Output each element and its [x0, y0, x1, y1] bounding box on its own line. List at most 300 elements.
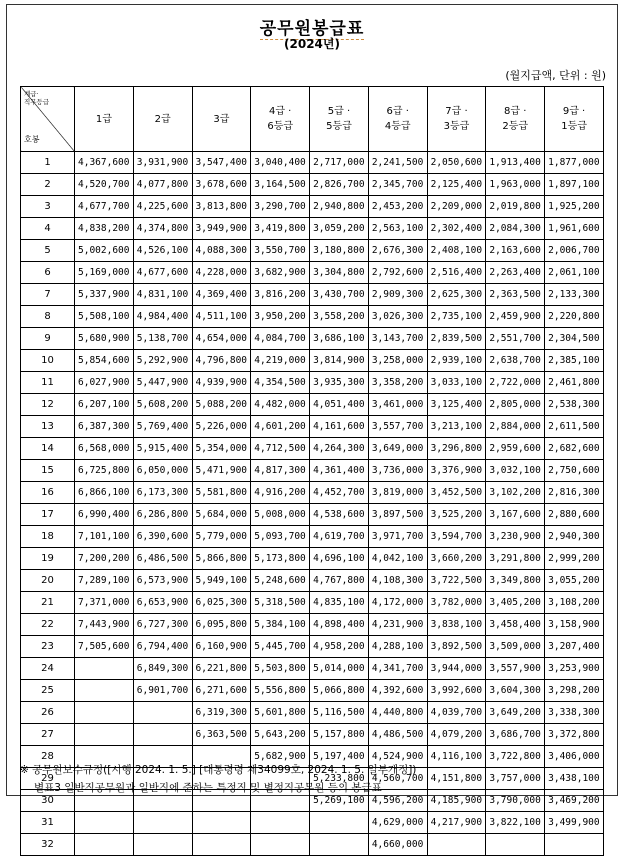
step-number-cell: 21	[21, 592, 75, 614]
salary-cell: 4,677,600	[133, 262, 192, 284]
salary-cell: 3,055,200	[545, 570, 604, 592]
salary-cell: 3,813,800	[192, 196, 251, 218]
step-number-cell: 14	[21, 438, 75, 460]
salary-cell: 4,452,700	[310, 482, 369, 504]
step-number-cell: 1	[21, 152, 75, 174]
salary-cell: 3,782,000	[427, 592, 486, 614]
step-number-cell: 27	[21, 724, 75, 746]
column-header-line: 5급 ·	[327, 106, 351, 117]
salary-cell: 2,304,500	[545, 328, 604, 350]
salary-cell: 4,361,400	[310, 460, 369, 482]
salary-cell: 4,172,000	[368, 592, 427, 614]
salary-cell: 2,408,100	[427, 240, 486, 262]
salary-cell: 2,999,200	[545, 548, 604, 570]
salary-cell	[310, 834, 369, 856]
salary-cell: 3,304,800	[310, 262, 369, 284]
page-title: 공무원봉급표	[259, 19, 365, 39]
salary-cell: 2,538,300	[545, 394, 604, 416]
salary-cell: 3,649,000	[368, 438, 427, 460]
salary-cell: 2,638,700	[486, 350, 545, 372]
salary-cell: 2,625,300	[427, 284, 486, 306]
salary-cell: 3,372,800	[545, 724, 604, 746]
salary-cell: 2,909,300	[368, 284, 427, 306]
step-number-cell: 4	[21, 218, 75, 240]
table-row	[21, 636, 604, 658]
salary-cell: 2,302,400	[427, 218, 486, 240]
salary-cell	[251, 834, 310, 856]
salary-cell: 6,727,300	[133, 614, 192, 636]
salary-cell: 4,369,400	[192, 284, 251, 306]
salary-cell: 3,164,500	[251, 174, 310, 196]
salary-cell	[75, 702, 134, 724]
salary-cell	[75, 812, 134, 834]
salary-cell: 4,228,000	[192, 262, 251, 284]
salary-cell: 3,649,200	[486, 702, 545, 724]
salary-cell: 3,213,100	[427, 416, 486, 438]
step-number-cell: 29	[21, 768, 75, 790]
salary-cell: 1,897,100	[545, 174, 604, 196]
salary-cell: 5,384,100	[251, 614, 310, 636]
salary-cell: 5,248,600	[251, 570, 310, 592]
salary-cell: 3,461,000	[368, 394, 427, 416]
salary-cell: 2,516,400	[427, 262, 486, 284]
salary-cell: 4,367,600	[75, 152, 134, 174]
table-row	[21, 350, 604, 372]
salary-cell: 5,601,800	[251, 702, 310, 724]
salary-cell: 4,712,500	[251, 438, 310, 460]
salary-cell: 4,619,700	[310, 526, 369, 548]
salary-cell: 4,341,700	[368, 658, 427, 680]
salary-cell: 3,102,200	[486, 482, 545, 504]
salary-cell: 3,594,700	[427, 526, 486, 548]
salary-cell: 2,611,500	[545, 416, 604, 438]
step-number-cell: 22	[21, 614, 75, 636]
salary-cell: 3,682,900	[251, 262, 310, 284]
column-header-line: 6급 ·	[386, 106, 409, 117]
salary-cell: 4,116,100	[427, 746, 486, 768]
salary-cell: 3,897,500	[368, 504, 427, 526]
salary-cell: 3,040,400	[251, 152, 310, 174]
salary-cell: 3,678,600	[192, 174, 251, 196]
column-header-line: 4급 ·	[268, 106, 292, 117]
salary-cell: 2,750,600	[545, 460, 604, 482]
column-header	[192, 87, 251, 152]
salary-cell: 5,318,500	[251, 592, 310, 614]
salary-cell: 2,006,700	[545, 240, 604, 262]
column-header-line: 4등급	[384, 121, 411, 132]
salary-cell: 4,088,300	[192, 240, 251, 262]
footnote-annex: 별표3 일반직공무원과 일반직에 준하는 특정직 및 별정직공무원 등의 봉급표	[34, 782, 382, 794]
salary-cell: 3,557,700	[368, 416, 427, 438]
salary-cell	[75, 680, 134, 702]
salary-cell	[133, 834, 192, 856]
salary-cell: 3,296,800	[427, 438, 486, 460]
salary-cell	[427, 834, 486, 856]
salary-cell: 4,838,200	[75, 218, 134, 240]
table-row	[21, 482, 604, 504]
salary-cell: 4,108,300	[368, 570, 427, 592]
salary-cell: 5,866,800	[192, 548, 251, 570]
salary-cell: 4,440,800	[368, 702, 427, 724]
salary-cell: 7,289,100	[75, 570, 134, 592]
salary-cell	[192, 834, 251, 856]
salary-cell: 3,558,200	[310, 306, 369, 328]
column-header	[251, 87, 310, 152]
salary-cell: 3,992,600	[427, 680, 486, 702]
salary-cell: 5,088,200	[192, 394, 251, 416]
salary-cell: 3,822,100	[486, 812, 545, 834]
salary-cell: 2,940,300	[545, 526, 604, 548]
salary-cell: 2,959,600	[486, 438, 545, 460]
salary-cell: 5,608,200	[133, 394, 192, 416]
table-row	[21, 394, 604, 416]
salary-cell: 6,286,800	[133, 504, 192, 526]
salary-cell: 2,839,500	[427, 328, 486, 350]
salary-cell: 3,736,000	[368, 460, 427, 482]
salary-cell: 4,835,100	[310, 592, 369, 614]
column-header-line: 2등급	[502, 121, 529, 132]
salary-cell: 5,508,100	[75, 306, 134, 328]
page-subtitle: (2024년)	[284, 37, 340, 51]
salary-cell: 5,854,600	[75, 350, 134, 372]
column-header	[486, 87, 545, 152]
column-header-line: 5등급	[326, 121, 352, 132]
step-number-cell: 8	[21, 306, 75, 328]
table-row	[21, 438, 604, 460]
salary-cell: 3,892,500	[427, 636, 486, 658]
salary-cell: 4,958,200	[310, 636, 369, 658]
salary-cell: 4,217,900	[427, 812, 486, 834]
unit-note: (월지급액, 단위 : 원)	[505, 69, 606, 82]
column-header-line: 8급 ·	[504, 106, 527, 117]
step-number-cell: 15	[21, 460, 75, 482]
column-header-line: 3등급	[443, 121, 470, 132]
salary-table	[20, 86, 604, 856]
salary-cell: 3,816,200	[251, 284, 310, 306]
corner-step-label: 호봉	[24, 135, 40, 144]
salary-cell: 3,838,100	[427, 614, 486, 636]
salary-cell: 3,949,900	[192, 218, 251, 240]
salary-cell: 6,387,300	[75, 416, 134, 438]
salary-cell: 7,101,100	[75, 526, 134, 548]
salary-cell: 2,084,300	[486, 218, 545, 240]
salary-cell: 3,550,700	[251, 240, 310, 262]
salary-cell: 3,525,200	[427, 504, 486, 526]
salary-cell: 4,264,300	[310, 438, 369, 460]
salary-cell	[75, 834, 134, 856]
table-row	[21, 174, 604, 196]
salary-cell: 3,686,700	[486, 724, 545, 746]
salary-cell: 6,990,400	[75, 504, 134, 526]
salary-cell: 4,231,900	[368, 614, 427, 636]
salary-cell: 6,568,000	[75, 438, 134, 460]
salary-cell: 3,143,700	[368, 328, 427, 350]
step-number-cell: 16	[21, 482, 75, 504]
salary-cell: 3,033,100	[427, 372, 486, 394]
salary-cell	[133, 812, 192, 834]
salary-cell: 3,258,000	[368, 350, 427, 372]
table-row	[21, 724, 604, 746]
salary-cell: 1,877,000	[545, 152, 604, 174]
salary-cell: 6,160,900	[192, 636, 251, 658]
column-header-line: 2급	[154, 113, 171, 125]
salary-cell: 3,298,200	[545, 680, 604, 702]
salary-cell: 3,604,300	[486, 680, 545, 702]
salary-cell: 3,406,000	[545, 746, 604, 768]
salary-cell: 5,471,900	[192, 460, 251, 482]
column-header	[310, 87, 369, 152]
table-row	[21, 372, 604, 394]
step-number-cell: 24	[21, 658, 75, 680]
salary-cell: 4,629,000	[368, 812, 427, 834]
step-number-cell: 28	[21, 746, 75, 768]
table-row	[21, 834, 604, 856]
step-number-cell: 13	[21, 416, 75, 438]
salary-cell: 3,419,800	[251, 218, 310, 240]
salary-cell: 2,061,100	[545, 262, 604, 284]
salary-cell: 2,125,400	[427, 174, 486, 196]
salary-cell: 2,345,700	[368, 174, 427, 196]
table-row	[21, 592, 604, 614]
salary-cell: 2,880,600	[545, 504, 604, 526]
salary-cell: 3,722,800	[486, 746, 545, 768]
salary-cell: 3,935,300	[310, 372, 369, 394]
salary-cell: 4,077,800	[133, 174, 192, 196]
salary-cell: 4,677,700	[75, 196, 134, 218]
step-number-cell: 30	[21, 790, 75, 812]
salary-cell: 3,253,900	[545, 658, 604, 680]
step-number-cell: 6	[21, 262, 75, 284]
salary-cell: 2,551,700	[486, 328, 545, 350]
salary-cell: 2,682,600	[545, 438, 604, 460]
column-header-line: 1등급	[561, 121, 587, 132]
salary-cell: 3,349,800	[486, 570, 545, 592]
salary-cell	[133, 702, 192, 724]
salary-cell: 4,185,900	[427, 790, 486, 812]
salary-cell: 2,050,600	[427, 152, 486, 174]
header-corner-cell	[21, 87, 75, 152]
step-number-cell: 9	[21, 328, 75, 350]
table-row	[21, 504, 604, 526]
salary-cell: 2,884,000	[486, 416, 545, 438]
salary-cell: 3,026,300	[368, 306, 427, 328]
salary-cell: 5,769,400	[133, 416, 192, 438]
step-number-cell: 12	[21, 394, 75, 416]
salary-cell: 6,095,800	[192, 614, 251, 636]
salary-cell: 4,511,100	[192, 306, 251, 328]
salary-cell: 4,219,000	[251, 350, 310, 372]
table-row	[21, 658, 604, 680]
step-number-cell: 20	[21, 570, 75, 592]
table-row	[21, 262, 604, 284]
salary-cell: 3,814,900	[310, 350, 369, 372]
salary-cell: 5,556,800	[251, 680, 310, 702]
salary-cell: 3,950,200	[251, 306, 310, 328]
salary-cell: 5,116,500	[310, 702, 369, 724]
table-row	[21, 702, 604, 724]
salary-cell: 3,458,400	[486, 614, 545, 636]
salary-cell: 3,291,800	[486, 548, 545, 570]
step-number-cell: 11	[21, 372, 75, 394]
table-row	[21, 680, 604, 702]
salary-cell: 7,371,000	[75, 592, 134, 614]
salary-cell: 2,019,800	[486, 196, 545, 218]
salary-cell: 5,138,700	[133, 328, 192, 350]
salary-cell: 5,157,800	[310, 724, 369, 746]
salary-cell: 2,241,500	[368, 152, 427, 174]
salary-cell: 2,163,600	[486, 240, 545, 262]
salary-cell: 4,831,100	[133, 284, 192, 306]
column-header-line: 7급 ·	[445, 106, 468, 117]
column-header-line: 9급 ·	[562, 106, 586, 117]
salary-cell: 5,915,400	[133, 438, 192, 460]
salary-cell: 3,125,400	[427, 394, 486, 416]
salary-cell: 6,486,500	[133, 548, 192, 570]
salary-cell: 3,338,300	[545, 702, 604, 724]
salary-cell: 5,337,900	[75, 284, 134, 306]
salary-cell: 3,430,700	[310, 284, 369, 306]
column-header	[427, 87, 486, 152]
salary-cell: 6,725,800	[75, 460, 134, 482]
salary-cell: 2,722,000	[486, 372, 545, 394]
salary-cell: 6,271,600	[192, 680, 251, 702]
column-header-line: 3급	[213, 113, 230, 125]
salary-cell: 6,025,300	[192, 592, 251, 614]
step-number-cell: 23	[21, 636, 75, 658]
step-number-cell: 2	[21, 174, 75, 196]
salary-cell: 3,790,000	[486, 790, 545, 812]
salary-cell: 3,944,000	[427, 658, 486, 680]
header-row	[21, 87, 604, 152]
step-number-cell: 17	[21, 504, 75, 526]
salary-cell: 4,560,700	[368, 768, 427, 790]
step-number-cell: 5	[21, 240, 75, 262]
salary-cell: 5,682,900	[251, 746, 310, 768]
salary-cell: 1,913,400	[486, 152, 545, 174]
salary-cell	[192, 812, 251, 834]
table-row	[21, 570, 604, 592]
salary-cell: 3,469,200	[545, 790, 604, 812]
salary-cell: 2,209,000	[427, 196, 486, 218]
table-row	[21, 328, 604, 350]
salary-cell: 2,461,800	[545, 372, 604, 394]
salary-cell: 5,445,700	[251, 636, 310, 658]
salary-cell: 5,949,100	[192, 570, 251, 592]
salary-cell: 4,288,100	[368, 636, 427, 658]
salary-cell: 4,051,400	[310, 394, 369, 416]
salary-cell: 5,008,000	[251, 504, 310, 526]
salary-cell: 4,042,100	[368, 548, 427, 570]
salary-cell: 4,696,100	[310, 548, 369, 570]
table-row	[21, 460, 604, 482]
salary-cell: 2,459,900	[486, 306, 545, 328]
salary-cell	[310, 812, 369, 834]
salary-cell: 4,482,000	[251, 394, 310, 416]
salary-cell: 6,363,500	[192, 724, 251, 746]
salary-cell: 6,221,800	[192, 658, 251, 680]
salary-cell: 2,717,000	[310, 152, 369, 174]
salary-cell: 4,796,800	[192, 350, 251, 372]
step-number-cell: 18	[21, 526, 75, 548]
column-header-line: 1급	[95, 113, 112, 125]
salary-cell: 2,939,100	[427, 350, 486, 372]
salary-cell: 3,819,000	[368, 482, 427, 504]
salary-cell: 3,230,900	[486, 526, 545, 548]
step-number-cell: 31	[21, 812, 75, 834]
salary-cell: 6,173,300	[133, 482, 192, 504]
salary-cell: 4,767,800	[310, 570, 369, 592]
table-row	[21, 416, 604, 438]
salary-cell: 4,939,900	[192, 372, 251, 394]
salary-cell: 4,596,200	[368, 790, 427, 812]
table-row	[21, 240, 604, 262]
salary-cell: 1,963,000	[486, 174, 545, 196]
salary-cell: 5,684,000	[192, 504, 251, 526]
salary-cell: 5,292,900	[133, 350, 192, 372]
salary-cell: 3,290,700	[251, 196, 310, 218]
salary-cell: 6,794,400	[133, 636, 192, 658]
footnote-regulation: ※ 공무원보수규정([시행 2024. 1. 5.] [대통령령 제34099호, 2024. 1. 5. 일부개정])	[20, 764, 417, 776]
salary-cell: 7,505,600	[75, 636, 134, 658]
salary-cell: 4,161,600	[310, 416, 369, 438]
salary-cell	[251, 812, 310, 834]
salary-cell: 4,520,700	[75, 174, 134, 196]
salary-cell: 2,453,200	[368, 196, 427, 218]
salary-cell: 4,524,900	[368, 746, 427, 768]
salary-cell: 2,805,000	[486, 394, 545, 416]
table-row	[21, 284, 604, 306]
salary-cell: 3,557,900	[486, 658, 545, 680]
table-row	[21, 152, 604, 174]
salary-cell: 4,817,300	[251, 460, 310, 482]
salary-cell: 4,654,000	[192, 328, 251, 350]
salary-cell: 3,547,400	[192, 152, 251, 174]
salary-cell: 1,961,600	[545, 218, 604, 240]
salary-cell: 4,916,200	[251, 482, 310, 504]
salary-cell	[545, 834, 604, 856]
step-number-cell: 32	[21, 834, 75, 856]
step-number-cell: 10	[21, 350, 75, 372]
column-header-line: 6등급	[267, 121, 294, 132]
salary-cell: 2,816,300	[545, 482, 604, 504]
salary-cell: 6,849,300	[133, 658, 192, 680]
table-row	[21, 196, 604, 218]
step-number-cell: 3	[21, 196, 75, 218]
salary-cell: 3,452,500	[427, 482, 486, 504]
salary-cell: 4,354,500	[251, 372, 310, 394]
column-header	[75, 87, 134, 152]
salary-cell: 2,133,300	[545, 284, 604, 306]
salary-cell: 2,676,300	[368, 240, 427, 262]
salary-cell: 5,779,000	[192, 526, 251, 548]
salary-cell: 4,039,700	[427, 702, 486, 724]
salary-cell: 6,866,100	[75, 482, 134, 504]
salary-cell: 5,002,600	[75, 240, 134, 262]
salary-cell: 3,931,900	[133, 152, 192, 174]
salary-cell: 3,032,100	[486, 460, 545, 482]
salary-cell: 6,207,100	[75, 394, 134, 416]
salary-cell: 4,526,100	[133, 240, 192, 262]
salary-cell: 5,269,100	[310, 790, 369, 812]
salary-cell: 2,363,500	[486, 284, 545, 306]
salary-cell: 4,538,600	[310, 504, 369, 526]
salary-cell: 4,151,800	[427, 768, 486, 790]
salary-cell: 3,971,700	[368, 526, 427, 548]
salary-cell: 6,653,900	[133, 592, 192, 614]
salary-cell: 3,180,800	[310, 240, 369, 262]
salary-cell: 6,050,000	[133, 460, 192, 482]
salary-cell: 6,390,600	[133, 526, 192, 548]
